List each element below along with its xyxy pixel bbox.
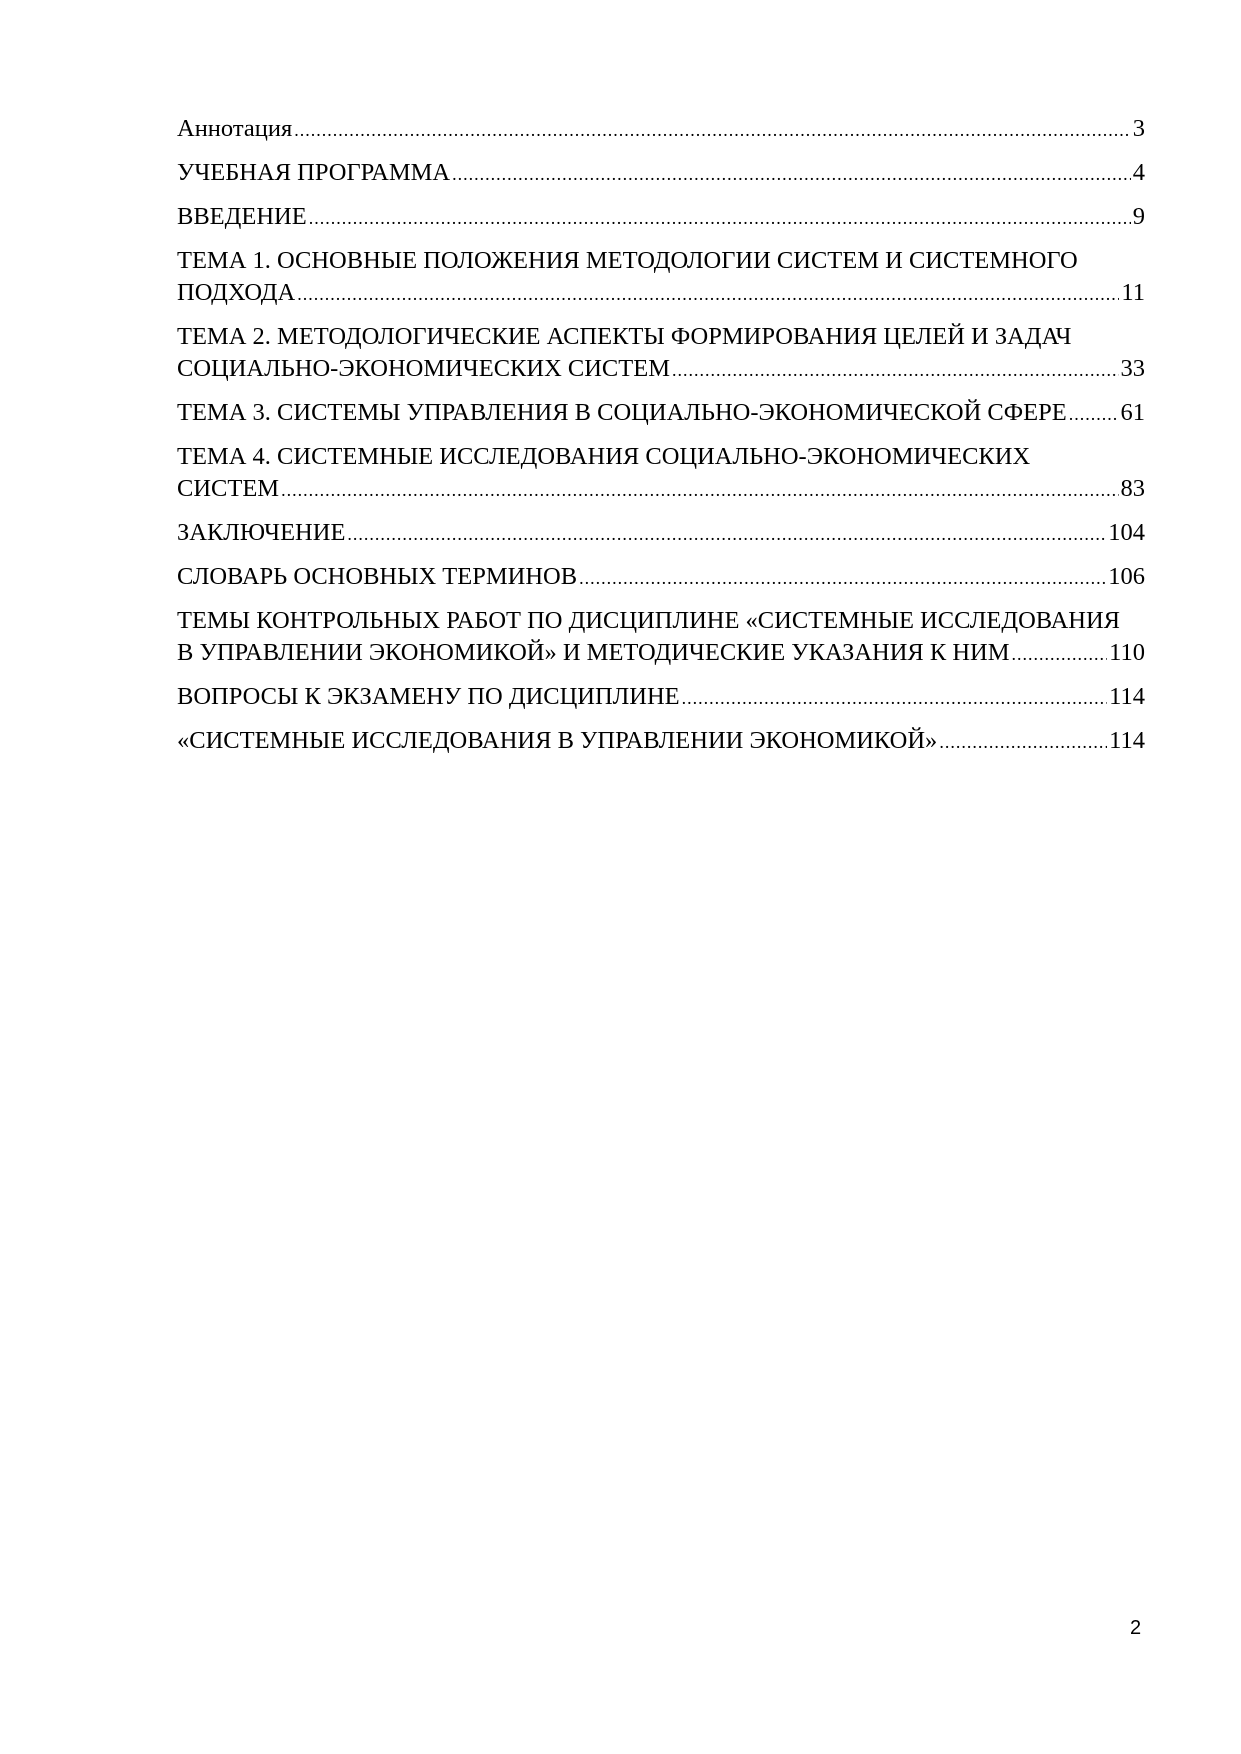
toc-line (177, 113, 1145, 146)
toc-entry-introduction[interactable] (177, 201, 1145, 234)
toc-dot-leader (682, 682, 1108, 714)
toc-entry-title: Аннотация (177, 115, 293, 142)
toc-line (177, 201, 1145, 234)
toc-entry-exam-questions[interactable] (177, 681, 1145, 714)
toc-dot-leader (297, 278, 1119, 310)
toc-entry-curriculum[interactable] (177, 157, 1145, 190)
toc-dot-leader (939, 726, 1107, 758)
toc-entry-page: 33 (1120, 355, 1145, 382)
toc-entry-page: 106 (1108, 563, 1145, 590)
toc-dot-leader (281, 474, 1118, 506)
toc-entry-topic-1[interactable] (177, 245, 1145, 310)
toc-line-first (177, 245, 1145, 277)
toc-dot-leader (672, 354, 1119, 386)
toc-entry-title: СИСТЕМ (177, 475, 280, 502)
toc-line (177, 353, 1145, 386)
toc-entry-topic-4[interactable] (177, 441, 1145, 506)
toc-entry-title: ПОДХОДА (177, 279, 296, 306)
toc-entry-page: 114 (1109, 727, 1145, 754)
toc-line (177, 157, 1145, 190)
toc-dot-leader (309, 202, 1131, 234)
toc-entry-coursework-topics[interactable] (177, 605, 1145, 670)
toc-line-first (177, 441, 1145, 473)
toc-line (177, 473, 1145, 506)
page-number: 2 (1130, 1617, 1142, 1639)
toc-line (177, 637, 1145, 670)
toc-entry-glossary[interactable] (177, 561, 1145, 594)
toc-line (177, 517, 1145, 550)
toc-line (177, 561, 1145, 594)
toc-entry-conclusion[interactable] (177, 517, 1145, 550)
toc-entry-title: УЧЕБНАЯ ПРОГРАММА (177, 159, 451, 186)
toc-entry-title-line: ТЕМА 1. ОСНОВНЫЕ ПОЛОЖЕНИЯ МЕТОДОЛОГИИ СИСТЕМ И СИСТЕМНОГО (177, 247, 1078, 274)
toc-entry-title-line: ТЕМА 4. СИСТЕМНЫЕ ИССЛЕДОВАНИЯ СОЦИАЛЬНО-ЭКОНОМИЧЕСКИХ (177, 443, 1031, 470)
toc-dot-leader (347, 518, 1106, 550)
toc-line (177, 397, 1145, 430)
toc-entry-annotation[interactable] (177, 113, 1145, 146)
toc-dot-leader (1069, 398, 1119, 430)
toc-entry-title: СОЦИАЛЬНО-ЭКОНОМИЧЕСКИХ СИСТЕМ (177, 355, 670, 382)
toc-entry-page: 11 (1121, 279, 1145, 306)
toc-entry-title-line: ТЕМЫ КОНТРОЛЬНЫХ РАБОТ ПО ДИСЦИПЛИНЕ «СИСТЕМНЫЕ ИССЛЕДОВАНИЯ (177, 607, 1121, 634)
toc-entry-title: «СИСТЕМНЫЕ ИССЛЕДОВАНИЯ В УПРАВЛЕНИИ ЭКОНОМИКОЙ» (177, 727, 938, 754)
toc-entry-title: СЛОВАРЬ ОСНОВНЫХ ТЕРМИНОВ (177, 563, 578, 590)
toc-entry-title: ВОПРОСЫ К ЭКЗАМЕНУ ПО ДИСЦИПЛИНЕ (177, 683, 680, 710)
toc-dot-leader (294, 114, 1131, 146)
toc-entry-page: 3 (1132, 115, 1145, 142)
toc-dot-leader (452, 158, 1131, 190)
table-of-contents (177, 113, 1145, 769)
toc-entry-page: 4 (1132, 159, 1145, 186)
toc-dot-leader (1012, 638, 1108, 670)
toc-entry-topic-2[interactable] (177, 321, 1145, 386)
toc-entry-title: ЗАКЛЮЧЕНИЕ (177, 519, 346, 546)
toc-line-first (177, 321, 1145, 353)
toc-entry-title: ТЕМА 3. СИСТЕМЫ УПРАВЛЕНИЯ В СОЦИАЛЬНО-ЭКОНОМИЧЕСКОЙ СФЕРЕ (177, 399, 1067, 426)
toc-entry-page: 114 (1109, 683, 1145, 710)
toc-entry-title-line: ТЕМА 2. МЕТОДОЛОГИЧЕСКИЕ АСПЕКТЫ ФОРМИРОВАНИЯ ЦЕЛЕЙ И ЗАДАЧ (177, 323, 1072, 350)
toc-line (177, 681, 1145, 714)
toc-line (177, 725, 1145, 758)
toc-line (177, 277, 1145, 310)
toc-dot-leader (579, 562, 1106, 594)
toc-entry-discipline-title[interactable] (177, 725, 1145, 758)
toc-entry-page: 110 (1109, 639, 1145, 666)
toc-entry-page: 61 (1120, 399, 1145, 426)
toc-entry-topic-3[interactable] (177, 397, 1145, 430)
toc-entry-title: ВВЕДЕНИЕ (177, 203, 307, 230)
toc-entry-page: 9 (1132, 203, 1145, 230)
toc-entry-page: 104 (1108, 519, 1145, 546)
toc-entry-page: 83 (1120, 475, 1145, 502)
toc-line-first (177, 605, 1145, 637)
toc-entry-title: В УПРАВЛЕНИИ ЭКОНОМИКОЙ» И МЕТОДИЧЕСКИЕ УКАЗАНИЯ К НИМ (177, 639, 1010, 666)
